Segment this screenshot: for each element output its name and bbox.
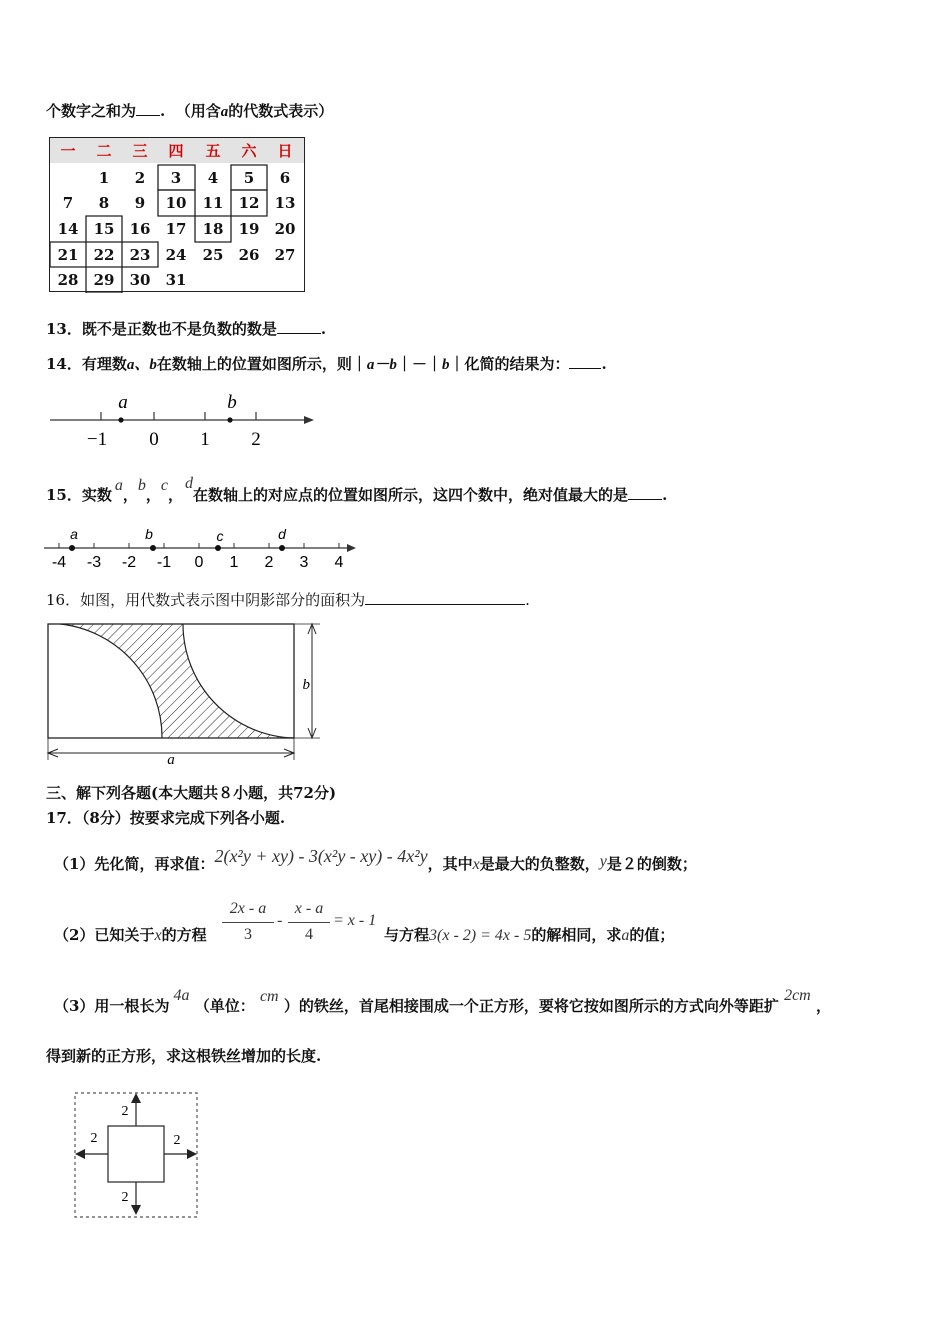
- tick-label: -4: [51, 554, 67, 571]
- var-x: x: [472, 856, 480, 873]
- calendar-cell: 6: [279, 169, 291, 187]
- q13-label: 13．: [46, 320, 82, 338]
- var-a: a: [220, 104, 229, 120]
- tick-label: -1: [156, 554, 172, 571]
- label-a: a: [167, 752, 175, 766]
- q17-2-text2: 与方程: [384, 926, 430, 944]
- point-label: c: [216, 528, 224, 544]
- q17-label: 17．: [46, 809, 82, 827]
- q16-end: .: [525, 591, 530, 609]
- question-17-2-cont: [384, 925, 674, 946]
- label-left: 2: [90, 1131, 98, 1146]
- q12-paren-end: 的代数式表示）: [228, 102, 334, 120]
- question-17-3-line2: 得到新的正方形，求这根铁丝增加的长度.: [46, 1047, 322, 1065]
- q13-end: .: [320, 320, 327, 338]
- question-16: [46, 590, 530, 610]
- calendar-cell: 8: [98, 194, 110, 212]
- calendar-cell: 15: [93, 220, 115, 238]
- calendar-header-cell: 三: [132, 142, 148, 160]
- fraction-bar: [288, 922, 330, 923]
- q15-text2: 在数轴上的对应点的位置如图所示，这四个数中，绝对值最大的是: [193, 486, 629, 504]
- calendar-header-cell: 六: [241, 142, 257, 160]
- calendar-cell: 28: [57, 271, 79, 289]
- question-15: 15．实数a，b，c，d在数轴上的对应点的位置如图所示，这四个数中，绝对值最大的是 .: [46, 475, 668, 504]
- var-y: y: [599, 853, 607, 870]
- fraction-2-denominator: 4: [305, 926, 313, 943]
- q17-2-label: （2）已知关于: [54, 926, 155, 944]
- label-right: 2: [173, 1133, 181, 1148]
- var-c: c: [160, 477, 169, 494]
- point-label: b: [145, 526, 153, 542]
- point-a: [69, 545, 75, 551]
- calendar-cell: 18: [202, 220, 224, 238]
- tick-label: 3: [299, 554, 309, 571]
- q14-vars: a、b: [126, 357, 157, 373]
- q12-paren: （用含: [175, 102, 221, 120]
- answer-blank: [569, 354, 601, 369]
- calendar-header-cell: 一: [60, 142, 76, 160]
- q14-label: 14．: [46, 355, 82, 373]
- shaded-region: [60, 624, 294, 738]
- calendar-highlight-boxes: [50, 138, 306, 293]
- answer-blank: [628, 485, 662, 500]
- q15-label: 15．: [46, 486, 82, 504]
- q17-3-unit-open: （单位：: [194, 997, 255, 1015]
- tick-label: -3: [86, 554, 102, 571]
- q12-text: 个数字之和为: [46, 102, 137, 120]
- fraction-1-numerator: 2x - a: [229, 900, 267, 917]
- q17-1-label: （1）先化简，再求值：: [54, 855, 215, 873]
- calendar-cell: 31: [165, 271, 187, 289]
- q14-var-b: b: [441, 357, 450, 373]
- calendar-cell: 16: [129, 220, 151, 238]
- tick-label: 2: [264, 554, 274, 571]
- calendar-cell: 25: [202, 246, 224, 264]
- calendar-cell: 11: [202, 194, 224, 212]
- axis-arrow: [347, 544, 356, 552]
- q14-end: .: [601, 355, 607, 373]
- inner-square: [108, 1126, 164, 1182]
- q17-3-text: ）的铁丝，首尾相接围成一个正方形，要将它按如图所示的方式向外等距扩: [283, 997, 779, 1015]
- tick-label: 1: [200, 429, 210, 450]
- calendar-cell: 30: [129, 271, 151, 289]
- var-d: d: [185, 475, 194, 492]
- calendar-cell: 14: [57, 220, 79, 238]
- var-a: a: [114, 477, 123, 494]
- q12-tail: 个数字之和为 . （用含a的代数式表示）: [46, 102, 334, 120]
- equation-2: 3(x - 2) = 4x - 5: [429, 927, 532, 944]
- calendar-cell: 1: [98, 169, 110, 187]
- calendar-cell: 2: [134, 169, 146, 187]
- fraction-bar: [222, 922, 274, 923]
- tick-label: 0: [149, 429, 159, 450]
- q17-1-text2: 是最大的负整数，: [479, 855, 600, 873]
- q15-end: .: [662, 486, 668, 504]
- q17-1-text: ，其中: [427, 855, 473, 873]
- comma: ，: [815, 997, 831, 1015]
- calendar-cell: 23: [129, 246, 151, 264]
- var-b: b: [137, 477, 146, 494]
- figure-17-square-expansion: [66, 1088, 206, 1224]
- q17-2-text4: 的值；: [629, 926, 675, 944]
- calendar-cell: 3: [170, 169, 182, 187]
- q17-2-text: 的方程: [161, 926, 207, 944]
- number-line-1: [44, 390, 324, 452]
- fraction-2-numerator: x - a: [294, 900, 324, 917]
- question-14: [46, 354, 607, 375]
- calendar-cell: 5: [243, 169, 255, 187]
- calendar-cell: 9: [134, 194, 146, 212]
- q14-text3: ｜－｜: [396, 355, 442, 373]
- q17-text: （8分）按要求完成下列各小题.: [81, 809, 286, 827]
- answer-blank: [365, 590, 525, 605]
- label-bottom: 2: [121, 1190, 129, 1205]
- axis-arrow: [304, 416, 314, 424]
- q14-text: 有理数: [81, 355, 127, 373]
- calendar-cell: 10: [165, 194, 187, 212]
- question-17-1: [54, 846, 697, 875]
- q14-expr: a－b: [366, 357, 397, 373]
- label-b: b: [302, 677, 310, 693]
- figure-16-shaded-area: [40, 618, 330, 766]
- question-17-2: [54, 925, 207, 946]
- calendar-cell: 21: [57, 246, 79, 264]
- q17-2-equation: [222, 900, 382, 950]
- point-label: a: [70, 526, 78, 542]
- calendar-cell: 12: [238, 194, 260, 212]
- question-13: [46, 319, 326, 339]
- point-a: [118, 417, 123, 422]
- calendar-cell: 29: [93, 271, 115, 289]
- calendar-cell: 13: [274, 194, 296, 212]
- calendar: [49, 137, 305, 292]
- tick-label: -2: [121, 554, 137, 571]
- distance-2cm: 2cm: [784, 987, 811, 1004]
- section-3-title: 三、解下列各题(本大题共８小题，共72分): [46, 784, 337, 802]
- var-x: x: [154, 927, 162, 944]
- point-label: a: [118, 392, 128, 413]
- point-d: [279, 545, 285, 551]
- calendar-header-cell: 五: [205, 142, 221, 160]
- q17-1-text3: 是２的倒数；: [606, 855, 697, 873]
- calendar-cell: 27: [274, 246, 296, 264]
- answer-blank: [136, 101, 160, 116]
- calendar-header-cell: 四: [168, 142, 184, 160]
- fraction-1-denominator: 3: [244, 926, 252, 943]
- q17-2-text3: 的解相同，求: [531, 926, 622, 944]
- number-line-2: [42, 524, 362, 574]
- label-top: 2: [121, 1104, 129, 1119]
- calendar-header-cell: 二: [96, 142, 112, 160]
- tick-label: 1: [229, 554, 239, 571]
- minus-sign: -: [277, 912, 283, 929]
- answer-blank: [277, 319, 321, 334]
- length-4a: 4a: [173, 987, 190, 1004]
- calendar-cell: 20: [274, 220, 296, 238]
- tick-label: 4: [334, 554, 344, 571]
- calendar-cell: 4: [207, 169, 219, 187]
- calendar-cell: 19: [238, 220, 260, 238]
- point-b: [150, 545, 156, 551]
- tick-label: 2: [251, 429, 261, 450]
- q13-text: 既不是正数也不是负数的数是: [81, 320, 277, 338]
- calendar-cell: 17: [165, 220, 187, 238]
- q16-text: 如图，用代数式表示图中阴影部分的面积为: [80, 591, 366, 609]
- q15-text: 实数: [81, 486, 112, 504]
- tick-label: 0: [194, 554, 204, 571]
- tick-label: −1: [86, 429, 108, 450]
- calendar-cell: 7: [62, 194, 74, 212]
- point-label: d: [278, 526, 286, 542]
- rhs: = x - 1: [333, 912, 377, 929]
- unit-cm: cm: [259, 988, 279, 1005]
- question-17: [46, 808, 285, 828]
- q17-1-expression: 2(x²y + xy) - 3(x²y - xy) - 4x²y: [214, 846, 428, 866]
- calendar-cell: 26: [238, 246, 260, 264]
- q16-label: 16．: [46, 591, 81, 609]
- calendar-cell: 22: [93, 246, 115, 264]
- question-17-3: [54, 987, 831, 1017]
- q14-text2: 在数轴上的位置如图所示，则｜: [156, 355, 367, 373]
- calendar-cell: 24: [165, 246, 187, 264]
- q14-text4: ｜化简的结果为：: [449, 355, 570, 373]
- point-b: [227, 417, 232, 422]
- var-a: a: [621, 927, 630, 944]
- point-c: [215, 545, 221, 551]
- q17-3-label: （3）用一根长为: [54, 997, 170, 1015]
- point-label: b: [227, 392, 237, 413]
- calendar-header-cell: 日: [277, 142, 293, 160]
